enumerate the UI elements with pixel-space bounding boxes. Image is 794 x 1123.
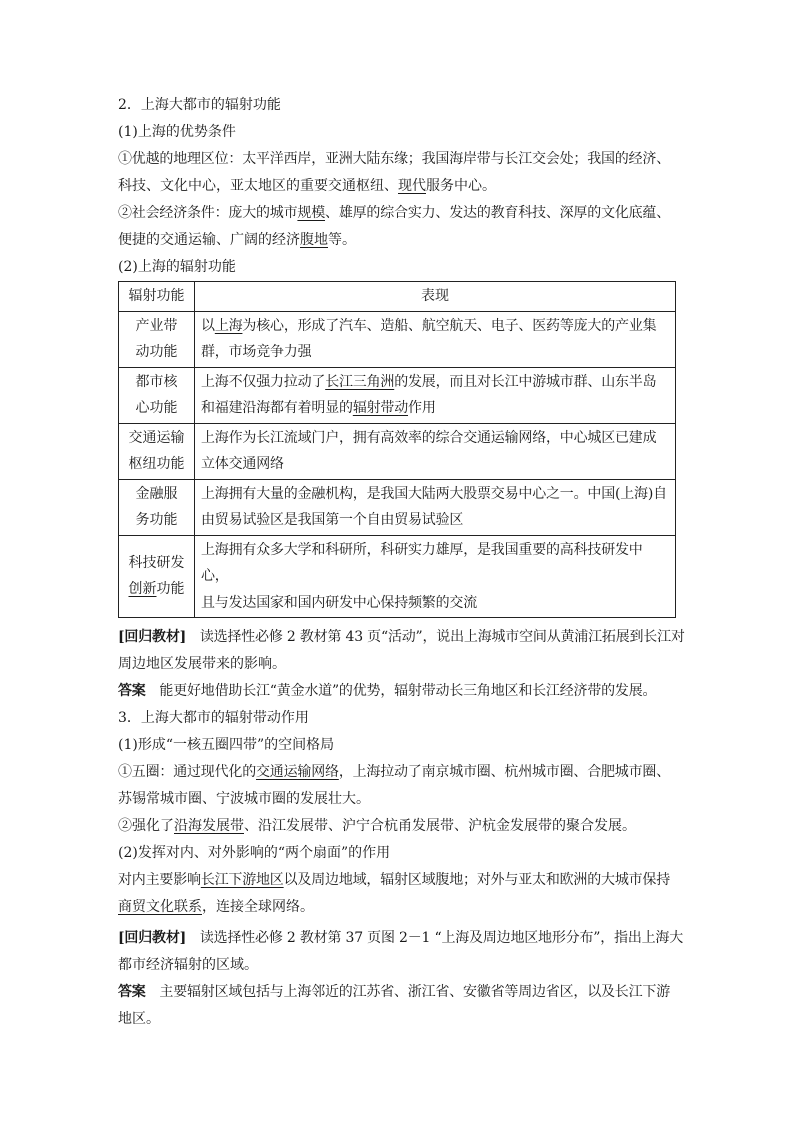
table-header-cell: 辐射功能: [119, 282, 195, 312]
section-heading: 2．上海大都市的辐射功能: [118, 97, 281, 113]
table-row: [119, 423, 676, 479]
table-row: [119, 535, 676, 618]
function-name-cell: 都市核 心功能: [119, 367, 195, 423]
text-line: 都市经济辐射的区域。: [118, 957, 258, 973]
underlined-term: 辐射带动: [352, 400, 409, 416]
underlined-term: 沿海发展带: [174, 818, 244, 834]
table-row: [119, 479, 676, 535]
table-row: [119, 311, 676, 367]
text-line: ②强化了沿海发展带、沿江发展带、沪宁合杭甬发展带、沪杭金发展带的聚合发展。: [118, 818, 636, 834]
document-page: [118, 92, 685, 1033]
function-desc-cell: 上海作为长江流域门户，拥有高效率的综合交通运输网络，中心城区已建成 立体交通网络: [195, 423, 676, 479]
underlined-term: 腹地: [300, 232, 328, 248]
answer-label: 答案: [118, 984, 146, 1000]
subsection-heading: (2)上海的辐射功能: [118, 259, 236, 275]
function-name-cell: 科技研发 创新功能: [119, 535, 195, 618]
review-question: [回归教材] 读选择性必修 2 教材第 37 页图 2－1 “上海及周边地区地形分布”，指出上海大: [118, 930, 684, 946]
underlined-term: 现代: [398, 178, 426, 194]
underlined-term: 长江三角洲: [325, 373, 395, 390]
underlined-term: 长江下游地区: [200, 872, 284, 888]
subsection-heading: (1)形成“一核五圈四带”的空间格局: [118, 737, 335, 753]
function-name-cell: 金融服 务功能: [119, 479, 195, 535]
review-tag: [回归教材]: [118, 930, 187, 946]
underlined-term: 商贸文化联系: [118, 899, 202, 915]
radiation-function-table: [118, 281, 676, 618]
text-line: ①五圈：通过现代化的交通运输网络，上海拉动了南京城市圈、杭州城市圈、合肥城市圈、: [118, 764, 671, 780]
table-header-cell: 表现: [195, 282, 676, 312]
function-desc-cell: 以上海为核心，形成了汽车、造船、航空航天、电子、医药等庞大的产业集 群，市场竞争力强: [195, 311, 676, 367]
subsection-heading: (2)发挥对内、对外影响的“两个扇面”的作用: [118, 845, 391, 861]
section-heading: 3．上海大都市的辐射带动作用: [118, 710, 309, 726]
subsection-heading: (1)上海的优势条件: [118, 124, 236, 140]
function-desc-cell: 上海拥有大量的金融机构，是我国大陆两大股票交易中心之一。中国(上海)自 由贸易试验区是我国第一个自由贸易试验区: [195, 479, 676, 535]
function-desc-cell: 上海不仅强力拉动了长江三角洲的发展，而且对长江中游城市群、山东半岛 和福建沿海都有着明显的辐射带动作用: [195, 367, 676, 423]
function-name-cell: 交通运输 枢纽功能: [119, 423, 195, 479]
text-line: 便捷的交通运输、广阔的经济腹地等。: [118, 232, 356, 248]
text-line: 对内主要影响长江下游地区以及周边地域，辐射区域腹地；对外与亚太和欧洲的大城市保持: [118, 872, 671, 888]
text-line: 科技、文化中心，亚太地区的重要交通枢纽、现代服务中心。: [118, 178, 496, 194]
review-question: [回归教材] 读选择性必修 2 教材第 43 页“活动”，说出上海城市空间从黄浦江拓展到长江对: [118, 629, 685, 645]
text-line: 地区。: [118, 1011, 160, 1027]
review-tag: [回归教材]: [118, 629, 187, 645]
underlined-term: 创新: [128, 581, 157, 598]
text-line: 商贸文化联系，连接全球网络。: [118, 899, 314, 915]
function-name-cell: 产业带 动功能: [119, 311, 195, 367]
table-header-row: [119, 282, 676, 312]
underlined-term: 规模: [297, 205, 326, 221]
text-line: 苏锡常城市圈、宁波城市圈的发展壮大。: [118, 791, 370, 807]
text-line: ①优越的地理区位：太平洋西岸，亚洲大陆东缘；我国海岸带与长江交会处；我国的经济、: [118, 151, 670, 167]
answer-line: 答案 主要辐射区域包括与上海邻近的江苏省、浙江省、安徽省等周边省区，以及长江下游: [118, 984, 671, 1000]
underlined-term: 上海: [214, 317, 243, 334]
table-row: [119, 367, 676, 423]
answer-label: 答案: [118, 683, 146, 699]
answer-line: 答案 能更好地借助长江“黄金水道”的优势，辐射带动长三角地区和长江经济带的发展。: [118, 683, 657, 699]
text-line: ②社会经济条件：庞大的城市规模、雄厚的综合实力、发达的教育科技、深厚的文化底蕴、: [118, 205, 671, 221]
text-line: 周边地区发展带来的影响。: [118, 656, 286, 672]
underlined-term: 交通运输网络: [256, 764, 339, 780]
function-desc-cell: 上海拥有众多大学和科研所，科研实力雄厚，是我国重要的高科技研发中心， 且与发达国家和国内研发中心保持频繁的交流: [195, 535, 676, 618]
